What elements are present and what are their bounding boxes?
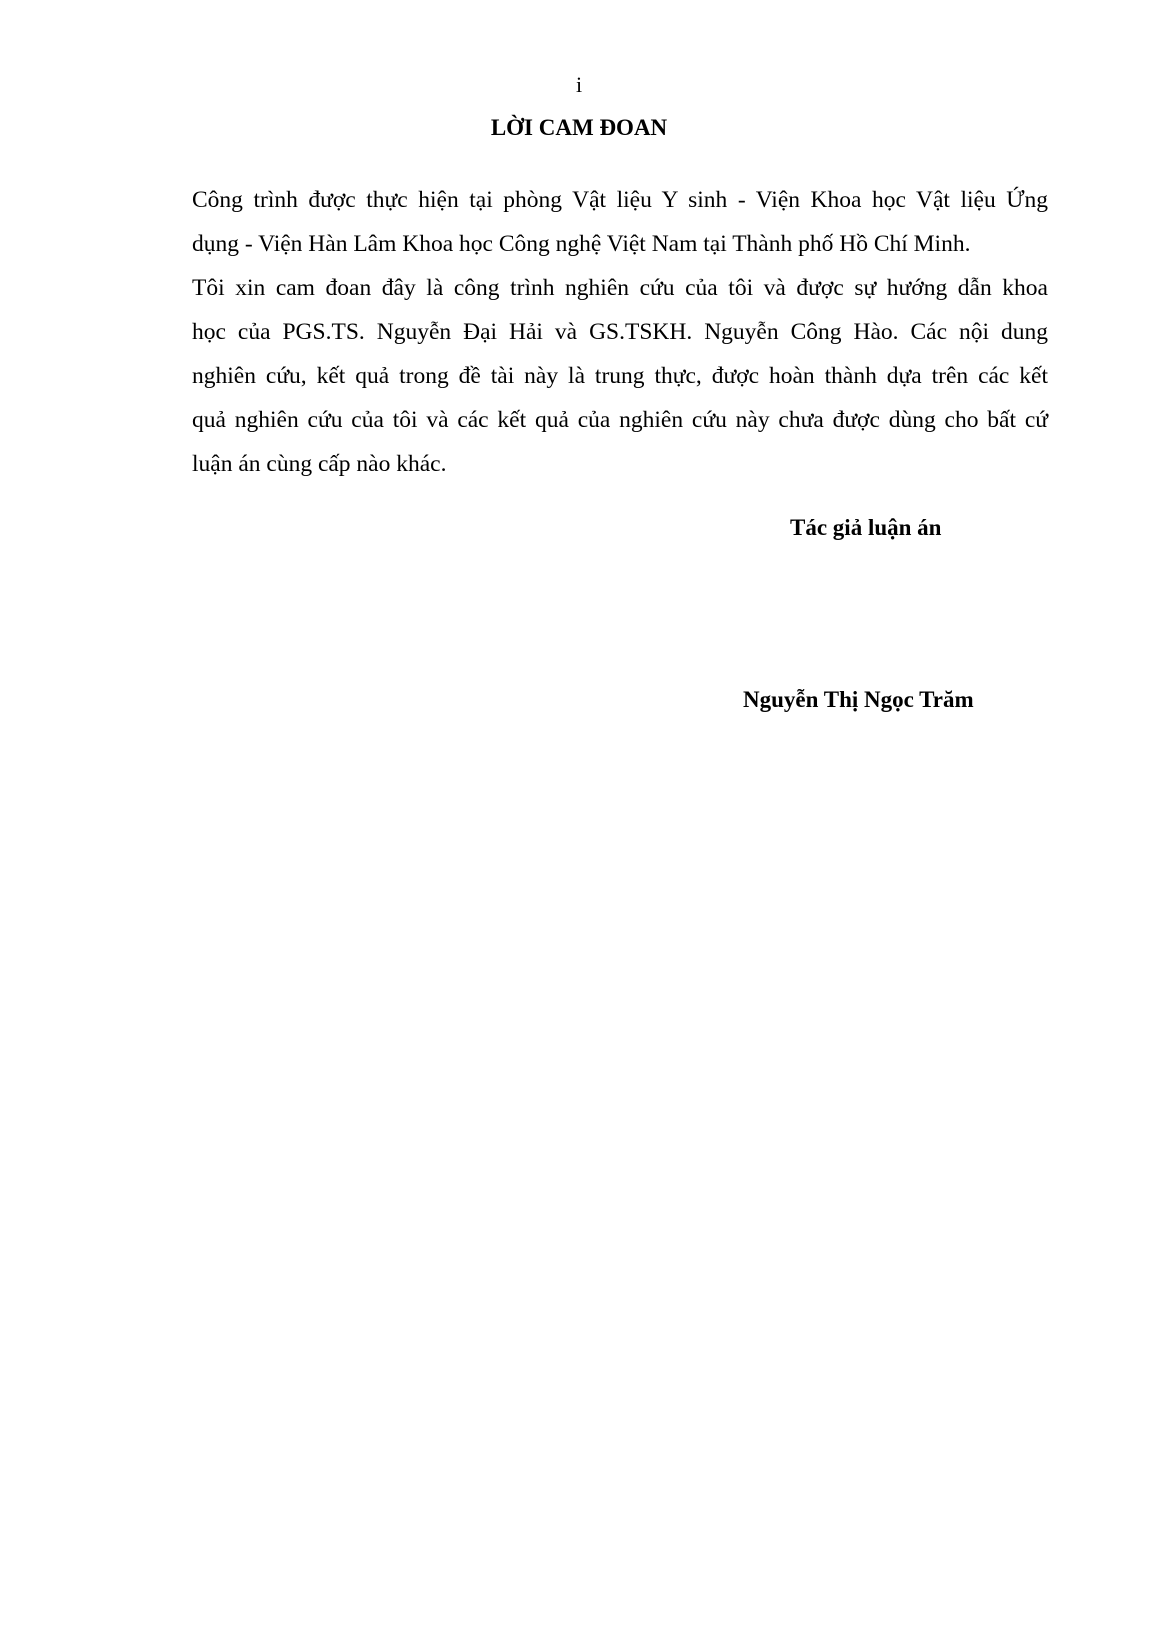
paragraph-line: Công trình được thực hiện tại phòng Vật liệu Y sinh - Viện Khoa học Vật liệu Ứng bbox=[192, 187, 1048, 213]
author-name: Nguyễn Thị Ngọc Trăm bbox=[743, 687, 974, 712]
author-label: Tác giả luận án bbox=[790, 515, 942, 540]
paragraph-line: Tôi xin cam đoan đây là công trình nghiên cứu của tôi và được sự hướng dẫn khoa bbox=[192, 275, 1048, 301]
page-title: LỜI CAM ĐOAN bbox=[490, 115, 668, 140]
paragraph-line: học của PGS.TS. Nguyễn Đại Hải và GS.TSKH. Nguyễn Công Hào. Các nội dung bbox=[192, 319, 1048, 345]
paragraph-line: nghiên cứu, kết quả trong đề tài này là trung thực, được hoàn thành dựa trên các kết bbox=[192, 363, 1048, 389]
paragraph-line: luận án cùng cấp nào khác. bbox=[192, 451, 447, 477]
declaration-paragraph bbox=[192, 178, 1048, 486]
page-number: i bbox=[575, 72, 583, 97]
paragraph-line: quả nghiên cứu của tôi và các kết quả của nghiên cứu này chưa được dùng cho bất cứ bbox=[192, 407, 1048, 433]
paragraph-line: dụng - Viện Hàn Lâm Khoa học Công nghệ Việt Nam tại Thành phố Hồ Chí Minh. bbox=[192, 231, 971, 257]
